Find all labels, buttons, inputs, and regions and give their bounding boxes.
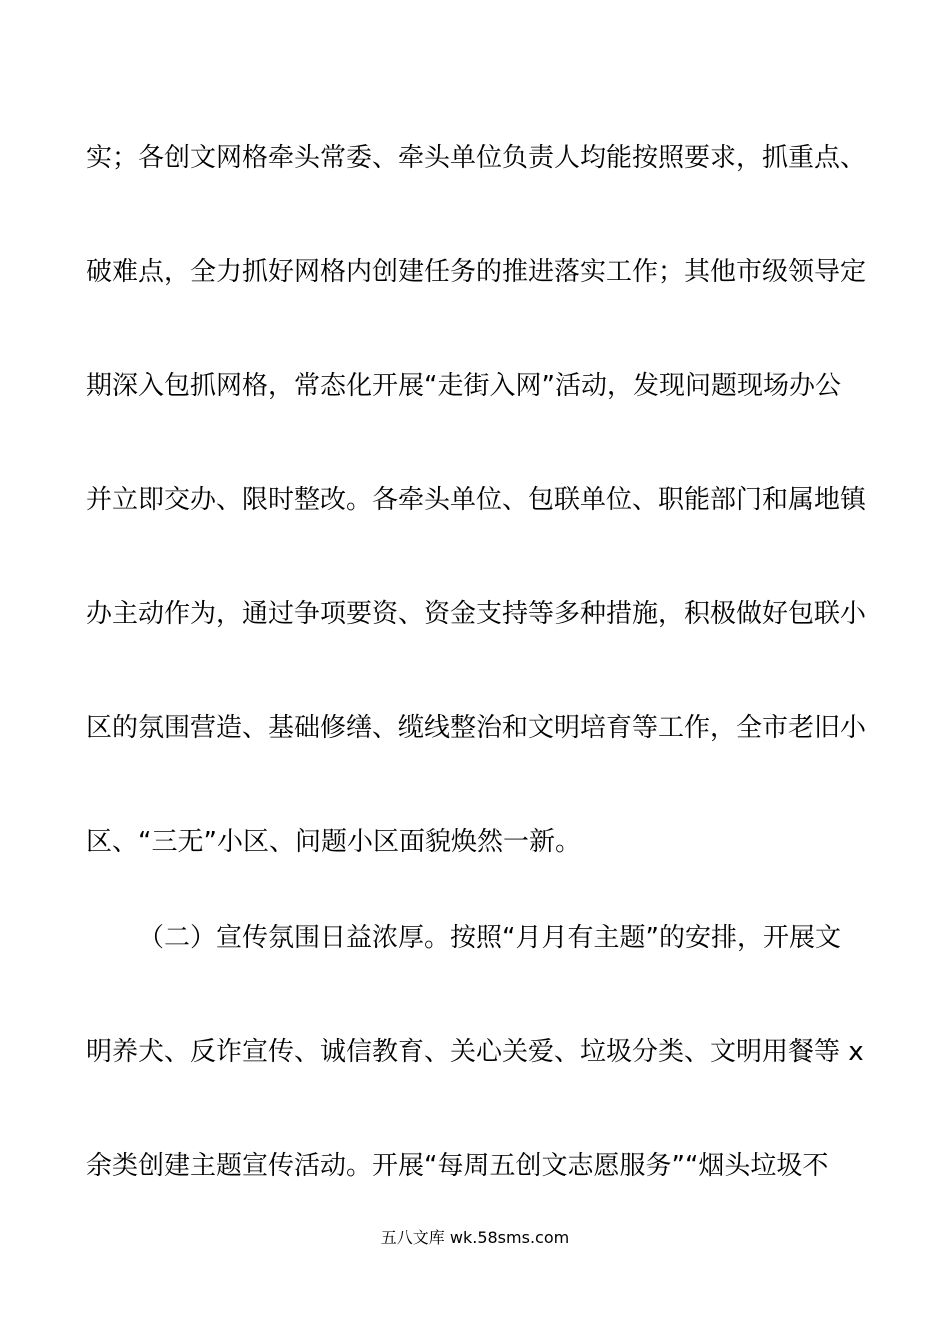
paragraph-line-2: 破难点，全力抓好网格内创建任务的推进落实工作；其他市级领导定 [86,257,867,287]
paragraph-line-3: 期深入包抓网格，常态化开展“走街入网”活动，发现问题现场办公 [86,371,841,401]
paragraph-line-7: 区、“三无”小区、问题小区面貌焕然一新。 [86,827,581,857]
paragraph-line-1: 实；各创文网格牵头常委、牵头单位负责人均能按照要求，抓重点、 [86,143,867,173]
paragraph-line-6: 区的氛围营造、基础修缮、缆线整治和文明培育等工作，全市老旧小 [86,713,867,743]
paragraph-line-5: 办主动作为，通过争项要资、资金支持等多种措施，积极做好包联小 [86,599,867,629]
paragraph-line-4: 并立即交办、限时整改。各牵头单位、包联单位、职能部门和属地镇 [86,485,867,515]
paragraph-line-10: 余类创建主题宣传活动。开展“每周五创文志愿服务”“烟头垃圾不 [86,1151,829,1181]
section-heading-line: （二）宣传氛围日益浓厚。按照“月月有主题”的安排，开展文 [138,923,841,953]
paragraph-line-9: 明养犬、反诈宣传、诚信教育、关心关爱、垃圾分类、文明用餐等 x [86,1037,864,1067]
footer-watermark: 五八文库 wk.58sms.com [380,1228,570,1247]
